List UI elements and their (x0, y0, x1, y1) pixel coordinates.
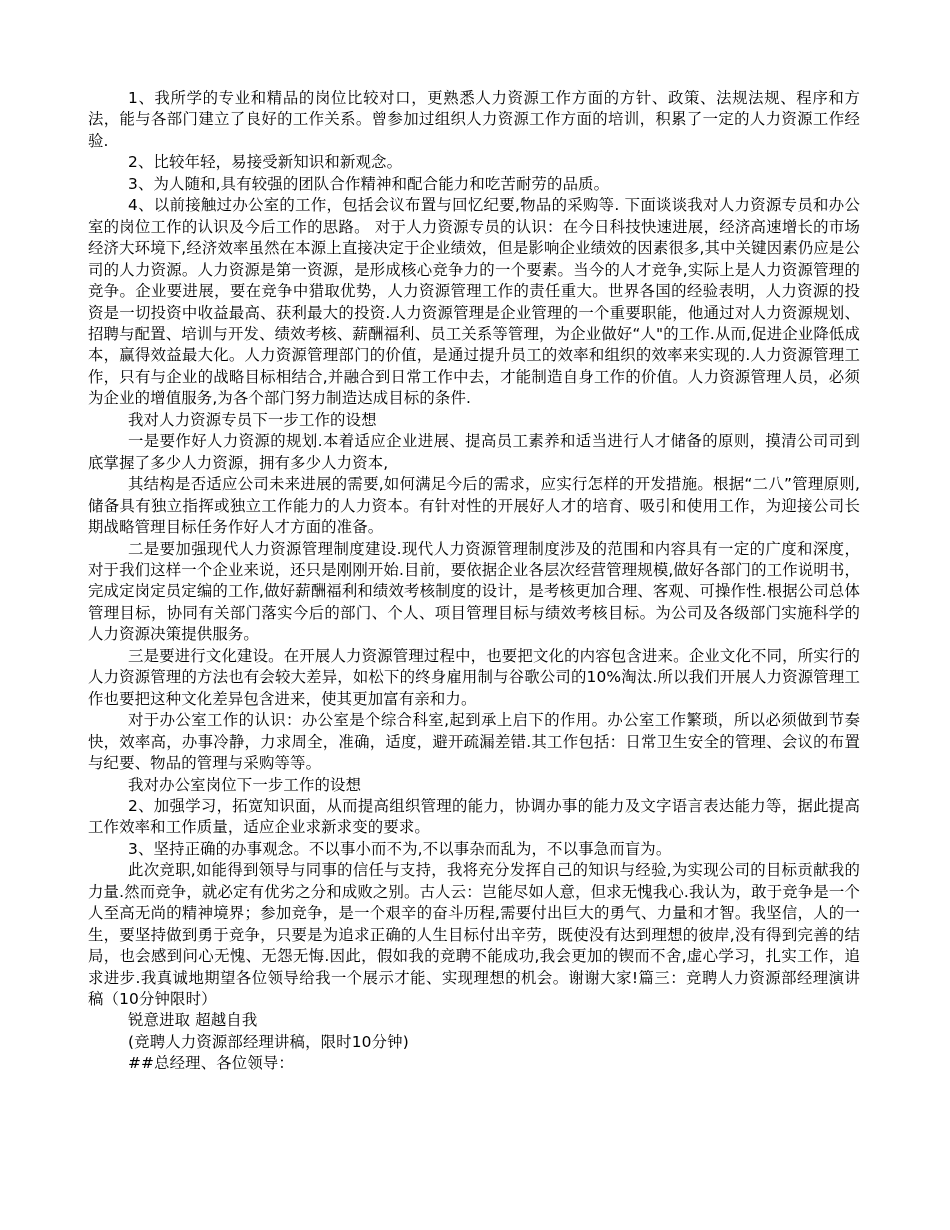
heading-office-plan: 我对办公室岗位下一步工作的设想 (128, 775, 362, 794)
paragraph-office-plan-3: 3、坚持正确的办事观念。不以事小而不为,不以事杂而乱为，不以事急而盲为。 (128, 839, 672, 858)
paragraph-strength-3: 3、为人随和,具有较强的团队合作精神和配合能力和吃苦耐劳的品质。 (128, 174, 610, 193)
paragraph-office-plan-2: 2、加强学习，拓宽知识面，从而提高组织管理的能力，协调办事的能力及文字语言表达能力等，据此提高工作效率和工作质量，适应企业求新求变的要求。 (88, 796, 860, 837)
speech-title: 锐意进取 超越自我 (128, 1011, 258, 1030)
paragraph-strength-1: 1、我所学的专业和精品的岗位比较对口，更熟悉人力资源工作方面的方针、政策、法规法规、程序和方法，能与各部门建立了良好的工作关系。曾参加过组织人力资源工作方面的培训，积累了一定的人力资源工作经验. (88, 89, 860, 150)
paragraph-hr-plan-1: 一是要作好人力资源的规划.本着适应企业进展、提高员工素养和适当进行人才储备的原则，摸清公司司到底掌握了多少人力资源，拥有多少人力资本, (88, 432, 860, 472)
paragraph-hr-plan-3: 三是要进行文化建设。在开展人力资源管理过程中，也要把文化的内容包含进来。企业文化不同，所实行的人力资源管理的方法也有会较大差异，如松下的终身雇用制与谷歌公司的10%淘汰.所以我们开展人力资源管理工作也要把这种文化差异包含进来，使其更加富有亲和力。 (88, 646, 860, 708)
paragraph-hr-plan-1-cont: 其结构是否适应公司未来进展的需要,如何满足今后的需求，应实行怎样的开发措施。根据“二八”管理原则,储备具有独立指挥或独立工作能力的人力资本。有针对性的开展好人才的培育、吸引和使用工作，为迎接公司长期战略管理目标任务作好人才方面的准备。 (88, 475, 860, 537)
heading-hr-plan: 我对人力资源专员下一步工作的设想 (128, 410, 377, 429)
paragraph-strength-2: 2、比较年轻，易接受新知识和新观念。 (128, 153, 403, 172)
paragraph-closing: 此次竞职,如能得到领导与同事的信任与支持，我将充分发挥自己的知识与经验,为实现公司的目标贡献我的力量.然而竞争，就必定有优劣之分和成败之别。古人云：岂能尽如人意，但求无愧我心.我认为，敢于竞争是一个人至高无尚的精神境界；参加竞争，是一个艰辛的奋斗历程,需要付出巨大的勇气、力量和才智。我坚信，人的一生，要坚持做到勇于竞争，只要是为追求正确的人生目标付出辛劳，既使没有达到理想的彼岸,没有得到完善的结局，也会感到问心无愧、无怨无悔.因此，假如我的竞聘不能成功,我会更加的锲而不舍,虚心学习，扎实工作，追求进步.我真诚地期望各位领导给我一个展示才能、实现理想的机会。谢谢大家!篇三：竞聘人力资源部经理演讲稿（10分钟限时） (88, 861, 860, 1009)
paragraph-hr-plan-2: 二是要加强现代人力资源管理制度建设.现代人力资源管理制度涉及的范围和内容具有一定的广度和深度，对于我们这样一个企业来说，还只是刚刚开始.目前，要依据企业各层次经营管理规模,做好各部门的工作说明书，完成定岗定员定编的工作,做好薪酬福利和绩效考核制度的设计，是考核更加合理、客观、可操作性.根据公司总体管理目标，协同有关部门落实今后的部门、个人、项目管理目标与绩效考核目标。为公司及各级部门实施科学的人力资源决策提供服务。 (88, 539, 860, 644)
speech-salutation: ##总经理、各位领导： (128, 1054, 294, 1073)
document-body (88, 88, 860, 1075)
paragraph-office-understanding: 对于办公室工作的认识：办公室是个综合科室,起到承上启下的作用。办公室工作繁琐，所以必须做到节奏快，效率高，办事冷静，力求周全，准确，适度，避开疏漏差错.其工作包括：日常卫生安全的管理、会议的布置与纪要、物品的管理与采购等等。 (88, 711, 860, 773)
paragraph-strength-4: 4、以前接触过办公室的工作，包括会议布置与回忆纪要,物品的采购等. 下面谈谈我对人力资源专员和办公室的岗位工作的认识及今后工作的思路。 对于人力资源专员的认识：在今日科技快速进展，经济高速增长的市场经济大环境下,经济效率虽然在本源上直接决定于企业绩效，但是影响企业绩效的因素很多,其中关键因素仍应是公司的人力资源。人力资源是第一资源，是形成核心竞争力的一个要素。当今的人才竞争,实际上是人力资源管理的竞争。企业要进展，要在竞争中猎取优势，人力资源管理工作的责任重大。世界各国的经验表明，人力资源的投资是一切投资中收益最高、获利最大的投资.人力资源管理是企业管理的一个重要职能，他通过对人力资源规划、招聘与配置、培训与开发、绩效考核、薪酬福利、员工关系等管理，为企业做好“人"的工作.从而,促进企业降低成本，赢得效益最大化。人力资源管理部门的价值，是通过提升员工的效率和组织的效率来实现的.人力资源管理工作，只有与企业的战略目标相结合,并融合到日常工作中去，才能制造自身工作的价值。人力资源管理人员，必须为企业的增值服务,为各个部门努力制造达成目标的条件. (88, 196, 860, 408)
speech-subtitle: (竞聘人力资源部经理讲稿，限时10分钟) (128, 1032, 409, 1051)
